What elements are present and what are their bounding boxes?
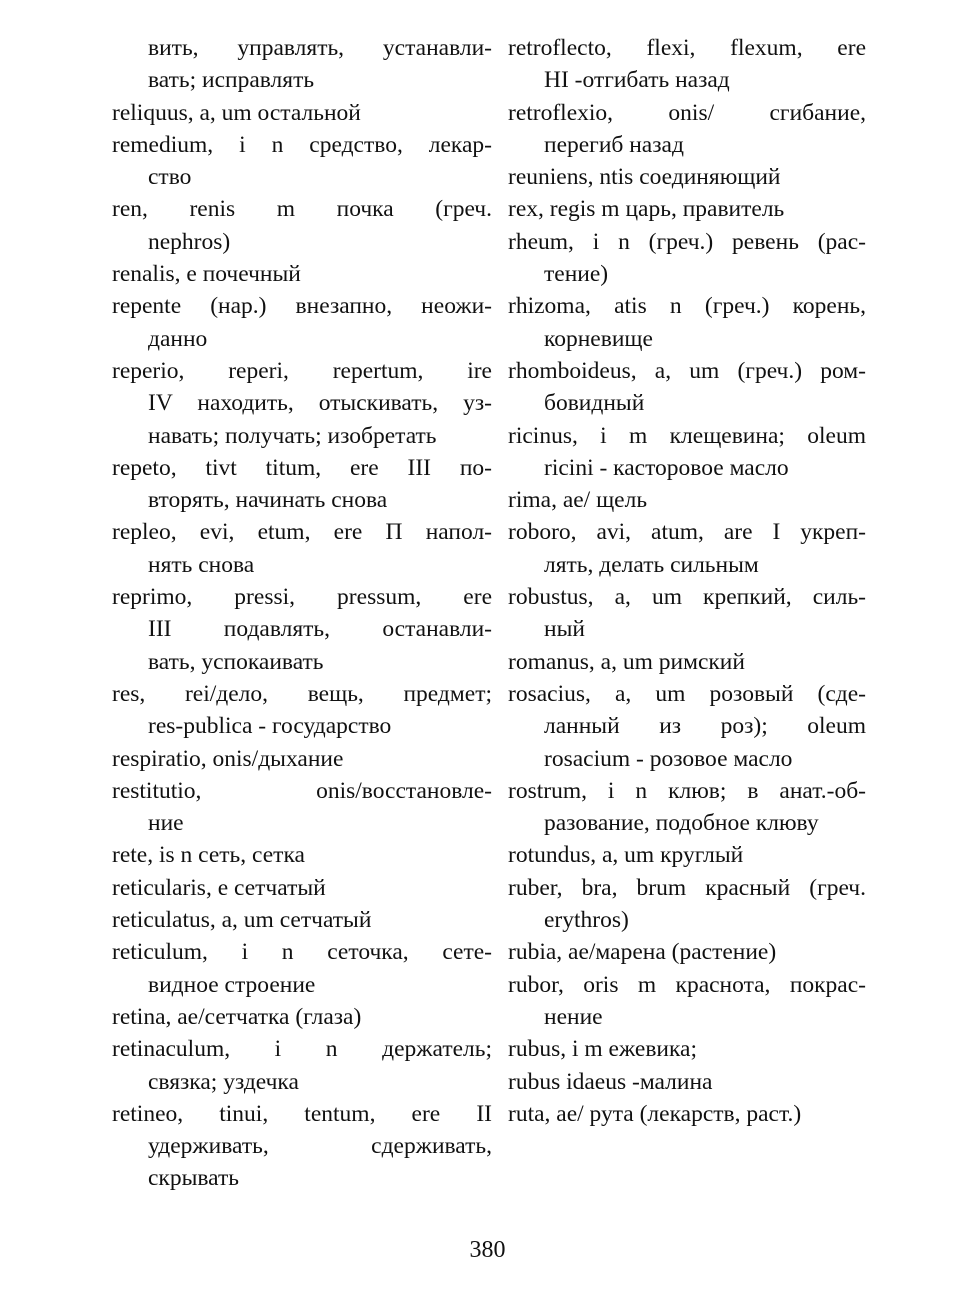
entry-headword-line: retineo, tinui, tentum, ere II <box>112 1100 492 1127</box>
entry-continuation-line: корневище <box>544 325 653 352</box>
entry-headword-line: rubus, i m ежевика; <box>508 1036 698 1063</box>
entry-continuation-line: HI -отгибать назад <box>544 67 730 94</box>
entry-headword-line: roboro, avi, atum, are I укреп- <box>508 519 866 546</box>
entry-continuation-line: erythros) <box>544 907 629 934</box>
entry-continuation-line: ricini - касторовое масло <box>544 454 789 481</box>
entry-headword-line: rheum, i n (греч.) ревень (рас- <box>508 228 866 255</box>
entry-headword-line: rostrum, i n клюв; в анат.-об- <box>508 777 866 804</box>
page-number: 380 <box>469 1237 506 1263</box>
entry-continuation-line: разование, подобное клюву <box>544 810 819 837</box>
entry-continuation-line: III подавлять, останавли- <box>148 616 492 643</box>
entry-continuation-line: ние <box>148 810 184 837</box>
entry-headword-line: repente (нар.) внезапно, неожи- <box>112 293 492 320</box>
entry-headword-line: restitutio, onis/восстановле- <box>112 777 492 804</box>
entry-headword-line: reticulum, i n сеточка, сете- <box>112 939 492 966</box>
entry-continuation-line: ланный из роз); oleum <box>544 713 866 740</box>
entry-headword-line: reuniens, ntis соединяющий <box>508 164 781 191</box>
entry-headword-line: res, rei/дело, вещь, предмет; <box>112 680 492 707</box>
entry-continuation-line: ство <box>148 164 192 191</box>
entry-continuation-line: вать, успокаивать <box>148 648 324 675</box>
right-column <box>508 32 866 1130</box>
entry-headword-line: ruta, ae/ рута (лекарств, раст.) <box>508 1100 802 1127</box>
entry-continuation-line: данно <box>148 325 208 352</box>
entry-continuation-line: нять снова <box>148 551 255 578</box>
entry-headword-line: rima, ae/ щель <box>508 487 648 514</box>
entry-headword-line: rotundus, a, um круглый <box>508 842 744 869</box>
entry-headword-line: ren, renis m почка (греч. <box>112 196 492 223</box>
entry-headword-line: retroflecto, flexi, flexum, ere <box>508 35 866 61</box>
entry-headword-line: reliquus, a, um остальной <box>112 99 361 126</box>
entry-continuation-line: ный <box>544 616 585 643</box>
entry-headword-line: rubus idaeus -малина <box>508 1068 713 1095</box>
entry-headword-line: retinaculum, i n держатель; <box>112 1036 492 1063</box>
entry-continuation-line: лять, делать сильным <box>544 551 759 578</box>
entry-continuation-line: тение) <box>544 261 609 288</box>
entry-continuation-line: бовидный <box>544 390 645 417</box>
entry-headword-line: reticularis, e сетчатый <box>112 874 326 901</box>
entry-continuation-line: nephros) <box>148 228 231 255</box>
entry-headword-line: romanus, a, um римский <box>508 648 745 675</box>
entry-headword-line: remedium, i n средство, лекар- <box>112 131 492 158</box>
entry-headword-line: reticulatus, a, um сетчатый <box>112 907 372 934</box>
entry-headword-line: retina, ae/сетчатка (глаза) <box>112 1003 362 1030</box>
entry-headword-line: respiratio, onis/дыхание <box>112 745 344 772</box>
entry-headword-line: repeto, tivt titum, ere III по- <box>112 454 492 481</box>
entry-headword-line: rubia, ae/марена (растение) <box>508 939 777 966</box>
entry-continuation-line: вить, управлять, устанавли- <box>148 35 492 61</box>
entry-headword-line: robustus, a, um крепкий, силь- <box>508 584 866 611</box>
entry-headword-line: rubor, oris m краснота, покрас- <box>508 971 866 998</box>
entry-headword-line: repleo, evi, etum, ere П напол- <box>112 519 492 546</box>
entry-continuation-line: вать; исправлять <box>148 67 315 94</box>
entry-continuation-line: навать; получать; изобретать <box>148 422 437 449</box>
entry-continuation-line: удерживать, сдерживать, <box>148 1133 492 1160</box>
left-column <box>112 32 492 1195</box>
entry-headword-line: renalis, e почечный <box>112 261 301 288</box>
entry-headword-line: retroflexio, onis/ сгибание, <box>508 99 866 126</box>
entry-continuation-line: нение <box>544 1003 603 1030</box>
entry-headword-line: reprimo, pressi, pressum, ere <box>112 584 492 611</box>
entry-headword-line: ruber, bra, brum красный (греч. <box>508 874 866 901</box>
entry-headword-line: rhomboideus, a, um (греч.) ром- <box>508 357 866 384</box>
entry-continuation-line: res-publica - государство <box>148 713 392 740</box>
entry-headword-line: rhizoma, atis n (греч.) корень, <box>508 293 866 320</box>
entry-headword-line: rex, regis m царь, правитель <box>508 196 785 223</box>
entry-headword-line: ricinus, i m клещевина; oleum <box>508 422 866 449</box>
entry-continuation-line: вторять, начинать снова <box>148 487 388 514</box>
entry-continuation-line: IV находить, отыскивать, уз- <box>148 390 492 417</box>
entry-continuation-line: rosacium - розовое масло <box>544 745 793 772</box>
entry-continuation-line: видное строение <box>148 971 316 998</box>
entry-headword-line: rete, is n сеть, сетка <box>112 842 305 869</box>
entry-headword-line: reperio, reperi, repertum, ire <box>112 357 492 384</box>
entry-continuation-line: связка; уздечка <box>148 1068 299 1095</box>
entry-continuation-line: перегиб назад <box>544 131 684 158</box>
entry-continuation-line: скрывать <box>148 1165 239 1192</box>
entry-headword-line: rosacius, a, um розовый (сде- <box>508 680 866 707</box>
